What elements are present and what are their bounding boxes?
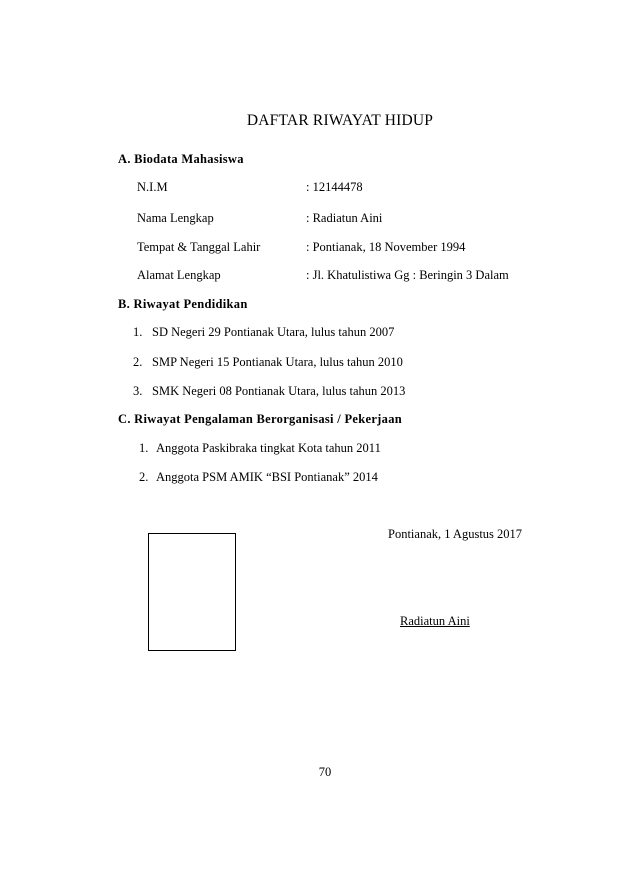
photo-placeholder — [148, 533, 236, 651]
organization-item-number: 2. — [139, 470, 149, 484]
section-heading-education: B. Riwayat Pendidikan — [118, 297, 248, 311]
biodata-value-address: : Jl. Khatulistiwa Gg : Beringin 3 Dalam — [306, 268, 509, 282]
organization-item-number: 1. — [139, 441, 149, 455]
organization-item-text: Anggota Paskibraka tingkat Kota tahun 2011 — [156, 441, 381, 455]
biodata-value-birth: : Pontianak, 18 November 1994 — [306, 240, 466, 254]
education-item-text: SMP Negeri 15 Pontianak Utara, lulus tahun 2010 — [152, 355, 403, 369]
education-item-number: 3. — [133, 384, 143, 398]
biodata-label-address: Alamat Lengkap — [137, 268, 221, 282]
biodata-label-name: Nama Lengkap — [137, 211, 214, 225]
biodata-value-name: : Radiatun Aini — [306, 211, 383, 225]
signature-place-date: Pontianak, 1 Agustus 2017 — [388, 527, 523, 541]
biodata-value-nim: : 12144478 — [306, 180, 363, 194]
page-title: DAFTAR RIWAYAT HIDUP — [246, 112, 434, 129]
education-item-text: SMK Negeri 08 Pontianak Utara, lulus tahun 2013 — [152, 384, 406, 398]
biodata-label-nim: N.I.M — [137, 180, 168, 194]
organization-item-text: Anggota PSM AMIK “BSI Pontianak” 2014 — [156, 470, 378, 484]
biodata-label-birth: Tempat & Tanggal Lahir — [137, 240, 261, 254]
section-heading-organization: C. Riwayat Pengalaman Berorganisasi / Pekerjaan — [118, 412, 402, 426]
education-item-text: SD Negeri 29 Pontianak Utara, lulus tahun 2007 — [152, 325, 395, 339]
signature-name: Radiatun Aini — [400, 614, 470, 628]
section-heading-biodata: A. Biodata Mahasiswa — [118, 152, 244, 166]
education-item-number: 2. — [133, 355, 143, 369]
page-number: 70 — [318, 765, 332, 779]
education-item-number: 1. — [133, 325, 143, 339]
